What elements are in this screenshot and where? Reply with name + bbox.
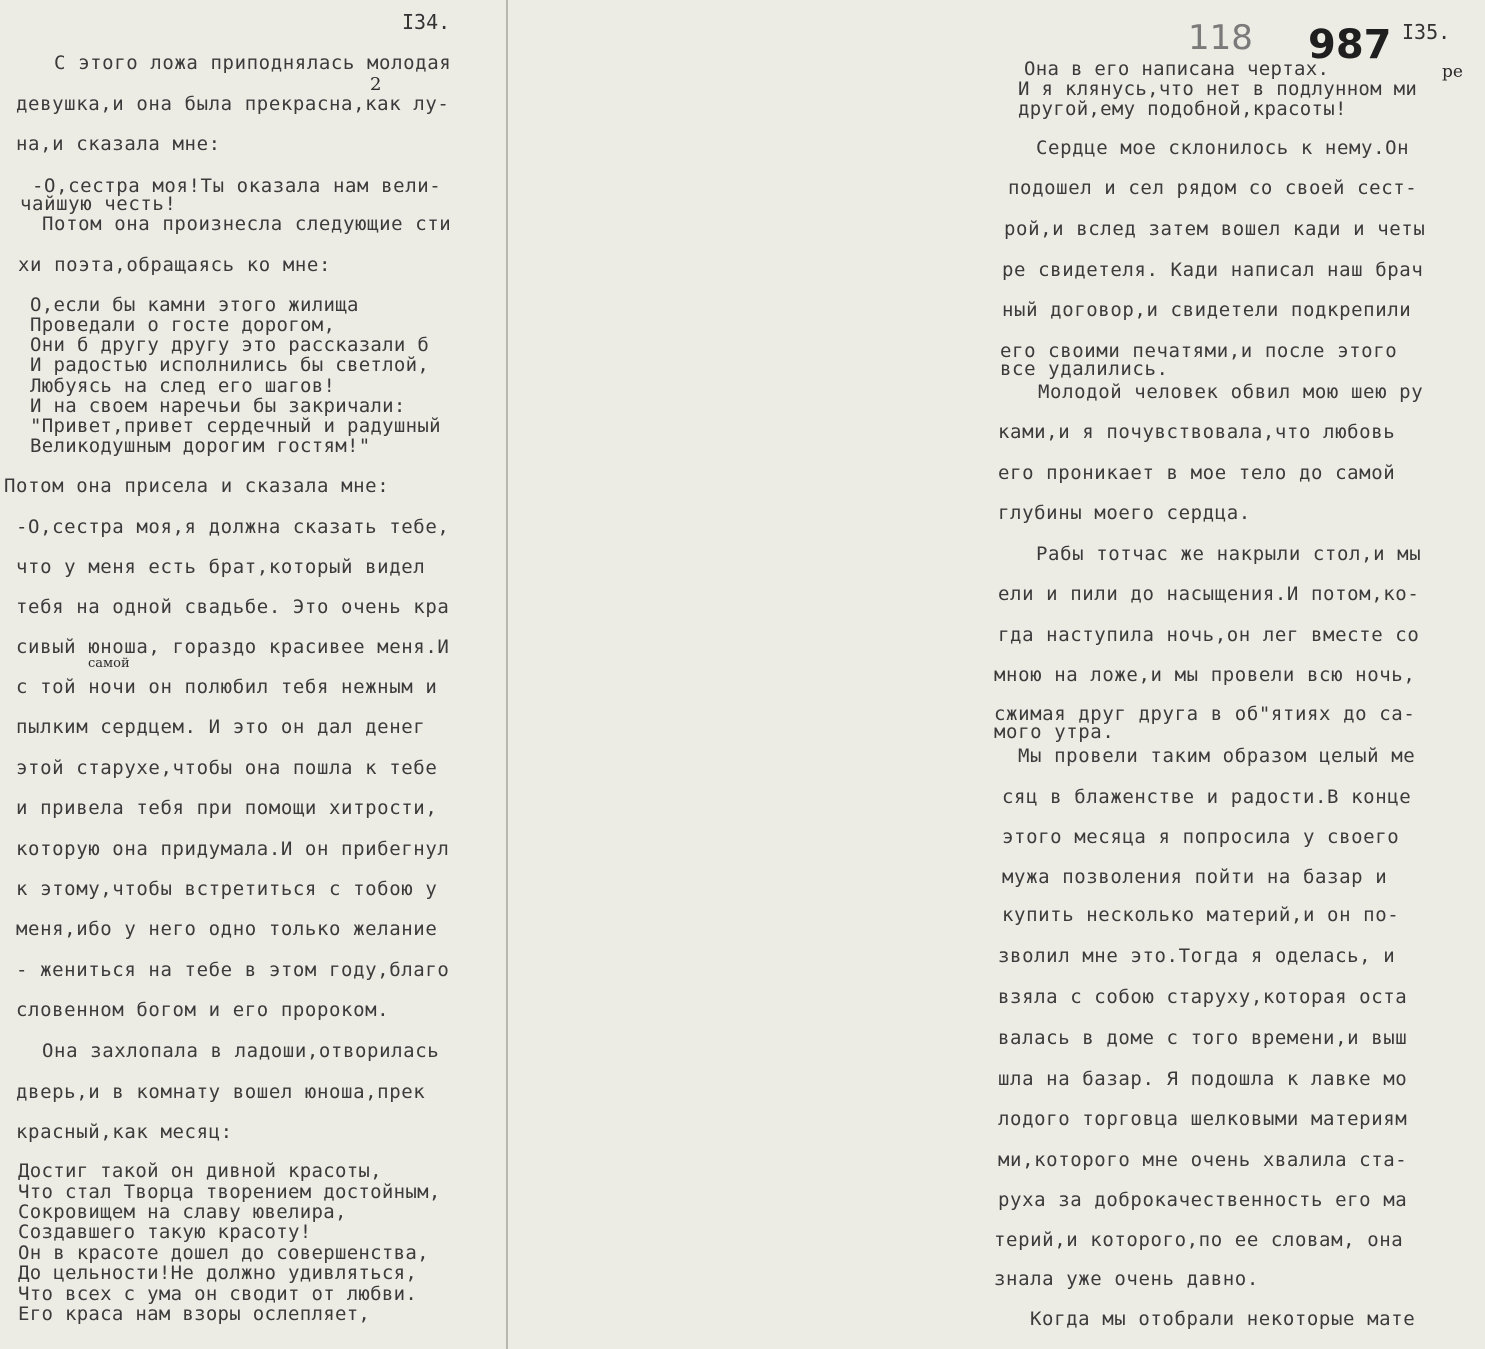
verse-line: Сокровищем на славу ювелира, [18, 1201, 347, 1223]
corner-mark: ре [1442, 62, 1463, 82]
text-line: тебя на одной свадьбе. Это очень кра [16, 596, 450, 618]
text-line: Потом она произнесла следующие сти [42, 213, 452, 235]
text-line: чайшую честь! [20, 193, 177, 215]
text-line: подошел и сел рядом со своей сест- [1008, 177, 1418, 199]
text-line: Когда мы отобрали некоторые мате [1030, 1308, 1416, 1330]
text-line: сяц в блаженстве и радости.В конце [1002, 786, 1412, 808]
text-line: девушка,и она была прекрасна,как лу- [16, 93, 450, 115]
text-line: валась в доме с того времени,и выш [998, 1027, 1408, 1049]
verse-line: Создавшего такую красоту! [18, 1221, 312, 1243]
verse-line: Он в красоте дошел до совершенства, [18, 1242, 429, 1264]
text-line: ели и пили до насыщения.И потом,ко- [998, 583, 1420, 605]
text-line: пылким сердцем. И это он дал денег [16, 716, 426, 738]
text-line: Сердце мое склонилось к нему.Он [1036, 137, 1410, 159]
text-line: и привела тебя при помощи хитрости, [16, 797, 438, 819]
text-line: ный договор,и свидетели подкрепили [1002, 299, 1412, 321]
text-line: -О,сестра моя,я должна сказать тебе, [16, 516, 450, 538]
text-line: хи поэта,обращаясь ко мне: [18, 254, 332, 276]
text-line: мужа позволения пойти на базар и [1002, 866, 1388, 888]
verse-line: Его краса нам взоры ослепляет, [18, 1303, 371, 1325]
text-line: к этому,чтобы встретиться с тобою у [16, 878, 438, 900]
verse-line: И я клянусь,что нет в подлунном ми [1018, 78, 1418, 100]
text-line: что у меня есть брат,который видел [16, 556, 426, 578]
page-number: I34. [402, 10, 451, 34]
text-line: руха за доброкачественность его ма [998, 1189, 1408, 1211]
page-number: I35. [1402, 20, 1451, 44]
text-line: этого месяца я попросила у своего [1002, 826, 1400, 848]
text-line: Мы провели таким образом целый ме [1018, 745, 1416, 767]
text-line: - жениться на тебе в этом году,благо [16, 959, 450, 981]
verse-line: О,если бы камни этого жилища [30, 294, 359, 316]
text-line: Молодой человек обвил мою шею ру [1038, 381, 1424, 403]
verse-line: Что стал Творца творением достойным, [18, 1181, 441, 1203]
text-line: терий,и которого,по ее словам, она [994, 1229, 1404, 1251]
text-line: знала уже очень давно. [994, 1268, 1259, 1290]
text-line: зволил мне это.Тогда я оделась, и [998, 945, 1396, 967]
text-line: его проникает в мое тело до самой [998, 462, 1396, 484]
text-line: шла на базар. Я подошла к лавке мо [998, 1068, 1408, 1090]
text-line: этой старухе,чтобы она пошла к тебе [16, 757, 438, 779]
verse-line: Любуясь на след его шагов! [30, 375, 336, 397]
text-line: С этого ложа приподнялась молодая [54, 52, 452, 74]
archive-stamp-number: 987 [1308, 22, 1392, 68]
text-line: рой,и вслед затем вошел кади и четы [1004, 218, 1426, 240]
text-line: Она захлопала в ладоши,отворилась [42, 1040, 440, 1062]
text-line: сивый юноша, гораздо красивее меня.И [16, 636, 450, 658]
text-line: мого утра. [994, 721, 1115, 743]
verse-line: До цельности!Не должно удивляться, [18, 1262, 418, 1284]
verse-line: Достиг такой он дивной красоты, [18, 1160, 382, 1182]
text-line: взяла с собою старуху,которая оста [998, 986, 1408, 1008]
text-line: ми,которого мне очень хвалила ста- [998, 1149, 1408, 1171]
text-line: Рабы тотчас же накрыли стол,и мы [1036, 543, 1422, 565]
text-line: мною на ложе,и мы провели всю ночь, [994, 664, 1416, 686]
text-line: ре свидетеля. Кади написал наш брач [1002, 259, 1424, 281]
right-page [508, 0, 1485, 1349]
text-line: которую она придумала.И он прибегнул [16, 838, 450, 860]
handwritten-insertion: 2 [370, 74, 382, 95]
verse-line: Что всех с ума он сводит от любви. [18, 1283, 418, 1305]
text-line: купить несколько материй,и он по- [1002, 904, 1400, 926]
archive-number-faint: 118 [1188, 18, 1253, 58]
text-line: красный,как месяц: [16, 1121, 233, 1143]
verse-line: другой,ему подобной,красоты! [1018, 98, 1347, 120]
verse-line: И радостью исполнились бы светлой, [30, 354, 430, 376]
text-line: ками,и я почувствовала,что любовь [998, 421, 1396, 443]
text-line: Потом она присела и сказала мне: [4, 475, 390, 497]
text-line: глубины моего сердца. [998, 502, 1251, 524]
text-line: гда наступила ночь,он лег вместе со [998, 624, 1420, 646]
text-line: лодого торговца шелковыми материям [998, 1108, 1408, 1130]
text-line: на,и сказала мне: [16, 133, 221, 155]
verse-line: Великодушным дорогим гостям!" [30, 435, 371, 457]
text-line: словенном богом и его пророком. [16, 999, 390, 1021]
text-line: все удалились. [1000, 358, 1169, 380]
text-line: с той ночи он полюбил тебя нежным и [16, 676, 438, 698]
text-line: сжимая друг друга в об"ятиях до са- [994, 703, 1416, 725]
text-line: его своими печатями,и после этого [1000, 340, 1398, 362]
left-page [0, 0, 508, 1349]
verse-line: Проведали о госте дорогом, [30, 314, 336, 336]
handwritten-insertion: самой [88, 656, 130, 671]
text-line: дверь,и в комнату вошел юноша,прек [16, 1081, 426, 1103]
text-line: меня,ибо у него одно только желание [16, 918, 438, 940]
verse-line: Она в его написана чертах. [1024, 58, 1330, 80]
text-line: -О,сестра моя!Ты оказала нам вели- [32, 175, 442, 197]
verse-line: И на своем наречьи бы закричали: [30, 395, 406, 417]
verse-line: "Привет,привет сердечный и радушный [30, 415, 441, 437]
verse-line: Они б другу другу это рассказали б [30, 334, 430, 356]
